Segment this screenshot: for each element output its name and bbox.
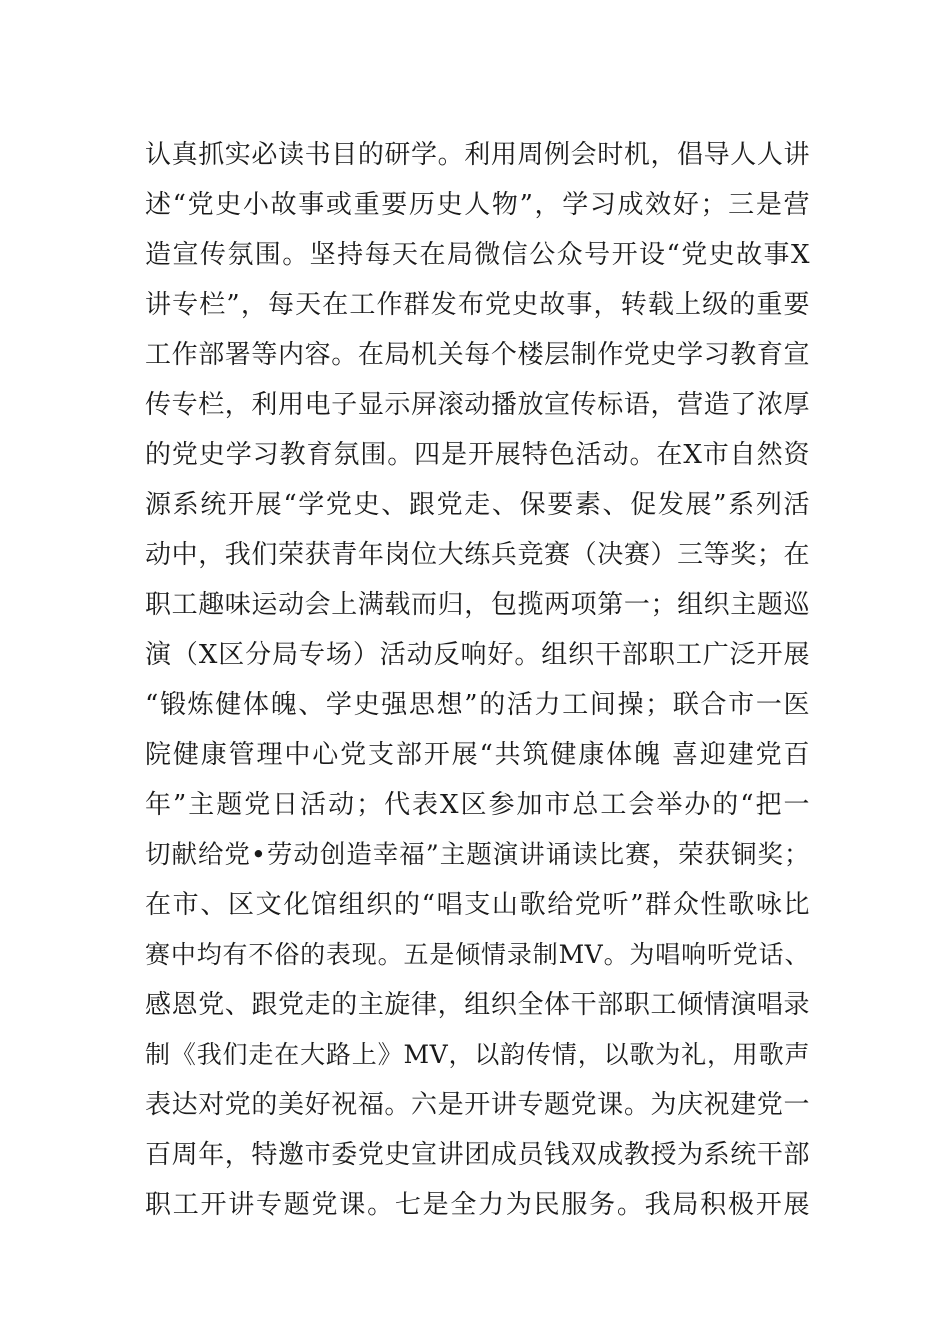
text-line: 赛中均有不俗的表现。五是倾情录制MV。为唱响听党话、 [145, 940, 810, 969]
text-line: 工作部署等内容。在局机关每个楼层制作党史学习教育宣 [145, 340, 810, 370]
text-line: 表达对党的美好祝福。六是开讲专题党课。为庆祝建党一 [145, 1090, 810, 1120]
text-line: 演（X区分局专场）活动反响好。组织干部职工广泛开展 [145, 640, 810, 670]
text-line: 切献给党•劳动创造幸福”主题演讲诵读比赛，荣获铜奖； [145, 840, 810, 870]
text-line: 动中，我们荣获青年岗位大练兵竞赛（决赛）三等奖；在 [145, 540, 810, 570]
text-line: 讲专栏”，每天在工作群发布党史故事，转载上级的重要 [145, 290, 810, 320]
text-line: 传专栏，利用电子显示屏滚动播放宣传标语，营造了浓厚 [145, 390, 810, 420]
text-line: 在市、区文化馆组织的“唱支山歌给党听”群众性歌咏比 [145, 890, 810, 920]
text-line: 的党史学习教育氛围。四是开展特色活动。在X市自然资 [145, 440, 810, 470]
text-line: 院健康管理中心党支部开展“共筑健康体魄 喜迎建党百 [145, 740, 810, 770]
text-line: 制《我们走在大路上》MV，以韵传情，以歌为礼，用歌声 [145, 1040, 810, 1069]
text-line: 造宣传氛围。坚持每天在局微信公众号开设“党史故事X [145, 240, 810, 270]
text-line: 年”主题党日活动；代表X区参加市总工会举办的“把一 [145, 790, 810, 820]
text-line: 认真抓实必读书目的研学。利用周例会时机，倡导人人讲 [145, 140, 810, 170]
body-text [145, 130, 810, 1230]
text-line: 源系统开展“学党史、跟党走、保要素、促发展”系列活 [145, 490, 810, 520]
text-line: 职工开讲专题党课。七是全力为民服务。我局积极开展 [145, 1190, 810, 1220]
text-line: 百周年，特邀市委党史宣讲团成员钱双成教授为系统干部 [145, 1140, 810, 1170]
text-line: 职工趣味运动会上满载而归，包揽两项第一；组织主题巡 [145, 590, 810, 620]
text-line: 感恩党、跟党走的主旋律，组织全体干部职工倾情演唱录 [145, 990, 810, 1020]
text-line: “锻炼健体魄、学史强思想”的活力工间操；联合市一医 [145, 690, 810, 720]
text-line: 述“党史小故事或重要历史人物”，学习成效好；三是营 [145, 190, 810, 220]
